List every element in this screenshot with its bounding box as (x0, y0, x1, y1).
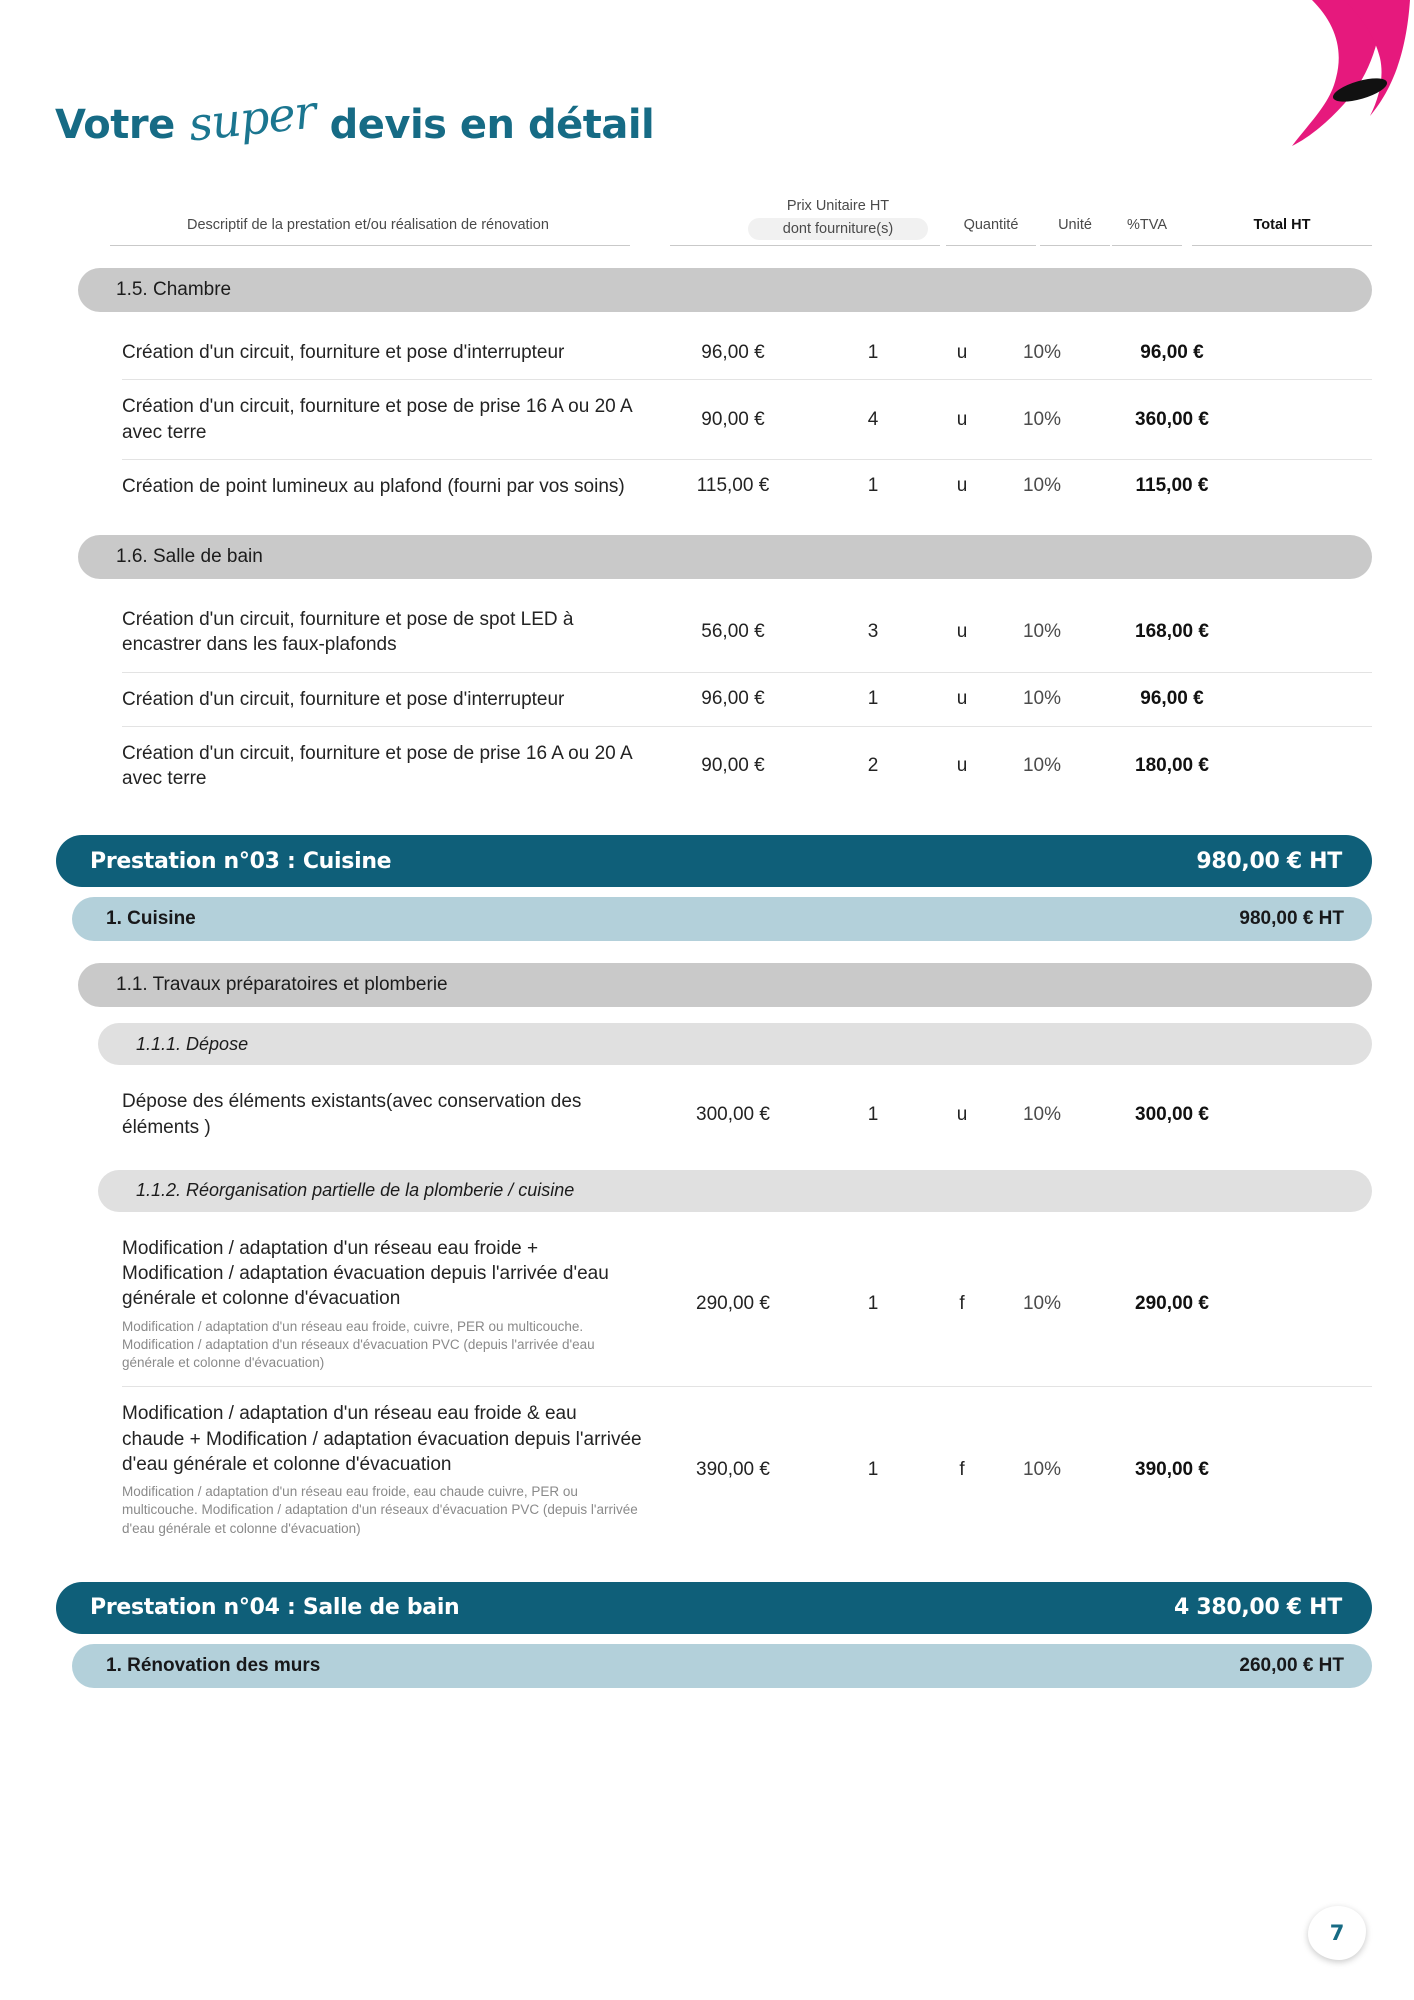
row-quantity: 1 (867, 1458, 879, 1480)
row-vat: 10% (1022, 341, 1062, 363)
row-total: 300,00 € (1135, 1103, 1209, 1125)
quote-rows (0, 246, 1414, 1700)
row-unit: u (956, 408, 968, 430)
section-label: Prestation n°04 : Salle de bain (90, 1595, 460, 1621)
row-vat: 10% (1022, 755, 1062, 777)
section-header-level2 (78, 535, 1372, 579)
section-label: 1.1.2. Réorganisation partielle de la plomberie / cuisine (136, 1180, 575, 1201)
table-row (0, 1222, 1414, 1386)
row-unit: u (956, 1103, 968, 1125)
table-row (0, 326, 1414, 379)
row-description (122, 394, 642, 445)
row-description (122, 607, 642, 658)
column-header-tva: %TVA (1126, 217, 1168, 233)
row-unit-price: 390,00 € (696, 1458, 770, 1480)
row-description (122, 474, 642, 499)
row-quantity: 2 (867, 755, 879, 777)
row-unit: f (959, 1458, 965, 1480)
row-description-main: Modification / adaptation d'un réseau eau froide & eau chaude + Modification / adaptation évacuation depuis l'arrivée d'eau générale et colonne d'évacuation (122, 1403, 642, 1475)
page-title-post: devis en détail (329, 102, 655, 148)
row-unit: u (956, 341, 968, 363)
section-header-level1 (72, 1644, 1372, 1688)
column-header-dont-fourniture: dont fourniture(s) (748, 218, 928, 240)
row-description-main: Création d'un circuit, fourniture et pose de prise 16 A ou 20 A avec terre (122, 396, 632, 443)
row-description (122, 1401, 642, 1537)
section-label: 1.6. Salle de bain (116, 546, 263, 568)
section-header-level2 (78, 268, 1372, 312)
row-quantity: 1 (867, 1293, 879, 1315)
table-row (0, 673, 1414, 726)
prestation-banner (56, 835, 1372, 887)
row-unit: u (956, 621, 968, 643)
table-row (0, 380, 1414, 459)
section-header-level1 (72, 897, 1372, 941)
section-amount: 260,00 € HT (1239, 1654, 1344, 1676)
row-unit-price: 290,00 € (696, 1293, 770, 1315)
row-unit-price: 90,00 € (701, 408, 765, 430)
column-header-descriptif: Descriptif de la prestation et/ou réalisation de rénovation (187, 217, 549, 233)
row-quantity: 3 (867, 621, 879, 643)
row-total: 168,00 € (1135, 621, 1209, 643)
page-number-badge (1308, 1906, 1366, 1960)
row-vat: 10% (1022, 408, 1062, 430)
row-description-main: Création d'un circuit, fourniture et pose de prise 16 A ou 20 A avec terre (122, 742, 632, 790)
row-unit-price: 115,00 € (696, 475, 770, 497)
row-unit-price: 56,00 € (701, 621, 765, 643)
row-quantity: 1 (867, 688, 879, 710)
section-amount: 4 380,00 € HT (1173, 1595, 1342, 1621)
row-unit: u (956, 688, 968, 710)
row-vat: 10% (1022, 1293, 1062, 1315)
section-label: 1. Rénovation des murs (106, 1654, 321, 1676)
row-vat: 10% (1022, 1103, 1062, 1125)
row-vat: 10% (1022, 621, 1062, 643)
prestation-banner (56, 1582, 1372, 1634)
row-vat: 10% (1022, 688, 1062, 710)
section-header-level3 (98, 1023, 1372, 1065)
section-label: 1. Cuisine (106, 908, 196, 930)
row-description (122, 741, 642, 792)
row-description-main: Dépose des éléments existants(avec conservation des éléments ) (122, 1091, 582, 1138)
row-description-note: Modification / adaptation d'un réseau eau froide, eau chaude cuivre, PER ou multicouche. Modification / adaptation d'un réseaux d'évacuation PVC (depuis l'arrivée d'eau générale et colonne d'évacuation) (122, 1484, 638, 1536)
brand-flourish-icon (1184, 0, 1414, 200)
table-row (0, 460, 1414, 513)
section-label: 1.1. Travaux préparatoires et plomberie (116, 974, 448, 996)
row-total: 290,00 € (1135, 1293, 1209, 1315)
row-description-main: Création de point lumineux au plafond (fourni par vos soins) (122, 475, 625, 497)
row-description (122, 1236, 642, 1372)
table-row (0, 727, 1414, 806)
section-label: 1.1.1. Dépose (136, 1033, 249, 1054)
row-total: 96,00 € (1140, 688, 1204, 710)
row-vat: 10% (1022, 475, 1062, 497)
row-description-note: Modification / adaptation d'un réseau eau froide, cuivre, PER ou multicouche. Modification / adaptation d'un réseaux d'évacuation PVC (depuis l'arrivée d'eau générale et colonne d'évacuation) (122, 1318, 595, 1371)
row-unit-price: 96,00 € (701, 341, 765, 363)
row-description-main: Création d'un circuit, fourniture et pose d'interrupteur (122, 688, 565, 710)
section-label: 1.5. Chambre (116, 279, 232, 300)
section-header-level3 (98, 1170, 1372, 1212)
row-total: 390,00 € (1135, 1458, 1209, 1480)
section-amount: 980,00 € HT (1196, 848, 1342, 874)
row-total: 115,00 € (1135, 475, 1209, 497)
row-unit-price: 96,00 € (701, 688, 765, 710)
column-header-unite: Unité (1058, 217, 1092, 233)
row-total: 180,00 € (1135, 755, 1209, 777)
column-header-prix-unitaire: Prix Unitaire HT (786, 198, 890, 214)
row-unit: f (959, 1293, 965, 1315)
page-number: 7 (1329, 1921, 1345, 1945)
row-unit: u (956, 475, 968, 497)
section-amount: 980,00 € HT (1239, 908, 1344, 930)
row-vat: 10% (1022, 1458, 1062, 1480)
page-title-pre: Votre (55, 102, 175, 148)
page-title (55, 84, 655, 152)
row-unit: u (956, 755, 968, 777)
section-header-level2 (78, 963, 1372, 1007)
row-quantity: 1 (867, 341, 879, 363)
table-row (0, 593, 1414, 672)
row-description-main: Création d'un circuit, fourniture et pose d'interrupteur (122, 342, 565, 363)
section-label: Prestation n°03 : Cuisine (90, 848, 392, 874)
column-header-total: Total HT (1253, 217, 1311, 233)
row-description-main: Création d'un circuit, fourniture et pose de spot LED à encastrer dans les faux-plafonds (122, 609, 574, 656)
row-quantity: 1 (867, 475, 879, 497)
row-unit-price: 90,00 € (701, 755, 765, 777)
row-description-main: Modification / adaptation d'un réseau eau froide + Modification / adaptation évacuation depuis l'arrivée d'eau générale et colonne d'évacuation (122, 1237, 609, 1310)
row-description (122, 340, 642, 365)
row-total: 360,00 € (1135, 408, 1209, 430)
row-description (122, 1089, 642, 1140)
row-quantity: 4 (867, 408, 879, 430)
row-unit-price: 300,00 € (696, 1103, 770, 1125)
table-row (0, 1387, 1414, 1551)
row-total: 96,00 € (1140, 341, 1204, 363)
table-row (0, 1075, 1414, 1154)
table-header (110, 190, 1372, 246)
column-header-quantite: Quantité (963, 217, 1019, 233)
row-description (122, 687, 642, 712)
row-quantity: 1 (867, 1103, 879, 1125)
page-title-script: super (185, 84, 318, 152)
